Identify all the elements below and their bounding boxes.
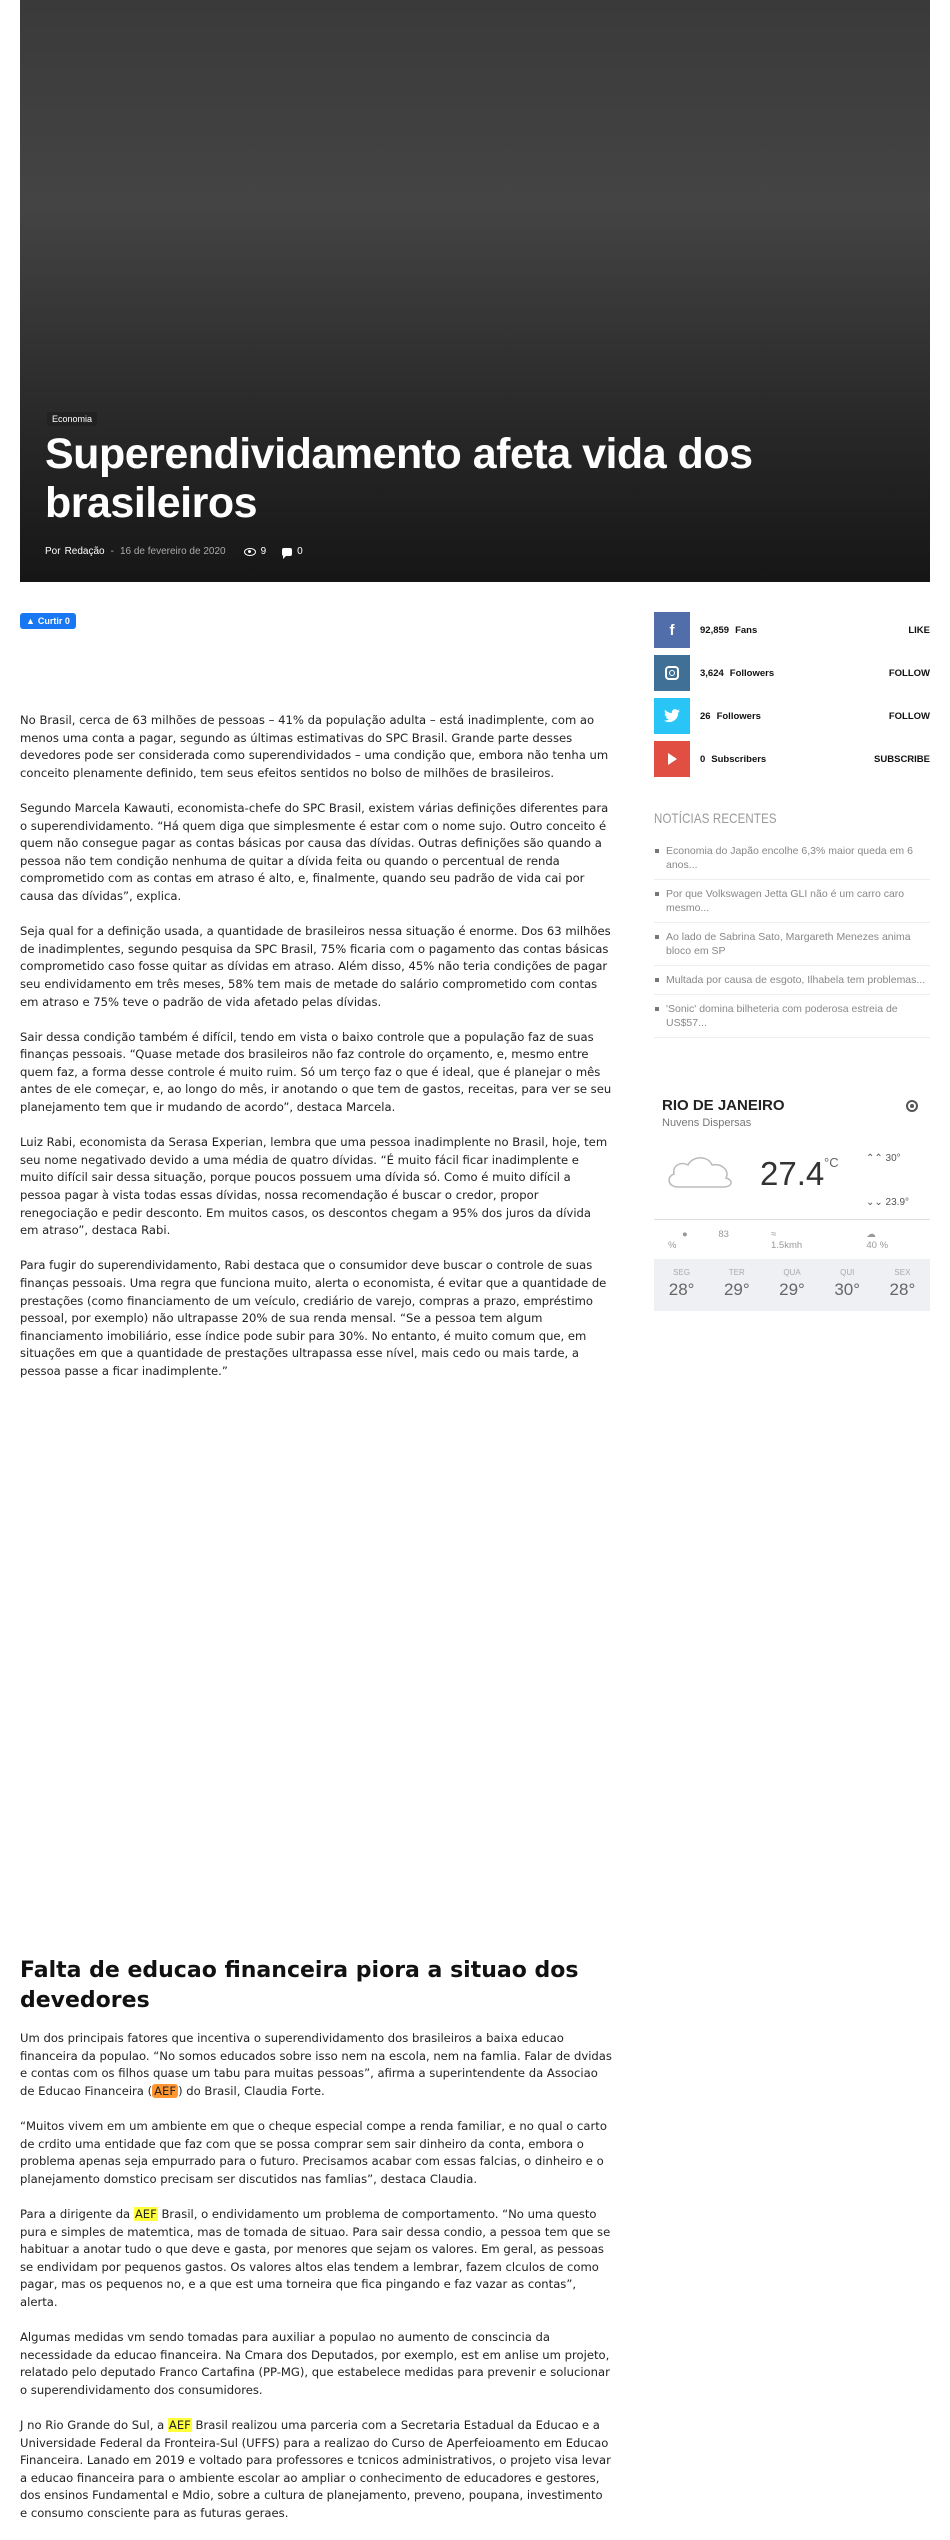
article-paragraph: [20, 2030, 612, 2100]
wind-stat: [757, 1229, 824, 1251]
article-body: [20, 712, 612, 1398]
social-row-instagram[interactable]: [654, 655, 930, 691]
category-badge[interactable]: Economia: [47, 412, 97, 426]
forecast-day: [764, 1259, 819, 1311]
low-value: 23.9°: [885, 1197, 910, 1208]
article-paragraph: [20, 2206, 612, 2312]
weather-city: RIO DE JANEIRO: [662, 1097, 785, 1114]
section-heading: Falta de educao financeira piora a situao dos devedores: [20, 1958, 579, 2013]
social-row-twitter[interactable]: [654, 698, 930, 734]
humidity-value: 83 %: [668, 1229, 729, 1251]
location-icon[interactable]: [906, 1100, 918, 1112]
twitter-icon: [654, 698, 690, 734]
low-temperature: ⌄⌄ 23.9°: [866, 1197, 910, 1208]
comment-icon: [282, 548, 292, 556]
day-name: QUA: [783, 1268, 801, 1277]
eye-icon: [244, 548, 256, 556]
social-label: Followers: [729, 667, 775, 679]
social-row-facebook[interactable]: [654, 612, 930, 648]
comments-count[interactable]: [282, 546, 303, 557]
article-paragraph: Luiz Rabi, economista da Serasa Experian, lembra que uma pessoa inadimplente no Brasil, hoje, tem seu nome negativado devido a uma média de quatro dívidas. “É muito fácil ficar inadimplente e muito difícil sair dessa situação, porque poucos possuem uma dívida só. Como é muito difícil a pessoa pagar à vista todas essas dívidas, nossa recomendação é buscar o credor, propor renegociação e pedir desconto. Em muitos casos, os descontos chegam a 95% dos juros da dívida em atraso”, destaca Rabi.: [20, 1135, 608, 1238]
article-paragraph: Sair dessa condição também é difícil, tendo em vista o baixo controle que a população faz de suas finanças pessoais. “Quase metade dos brasileiros não faz controle do orçamento, e, mesmo entre quem faz, a forma desse controle é muito ruim. Só um terço faz o que é ideal, que é planejar o mês antes de ele começar, e, ao longo do mês, ir anotando o que tem de gastos, receitas, para ver se seu planejamento tem que ir mudando de acordo”, destaca Marcela.: [20, 1029, 612, 1115]
views-value: 9: [260, 546, 267, 557]
page-title: Superendividamento afeta vida dos brasileiros: [45, 430, 753, 527]
text-span: Brasil, o endividamento um problema de comportamento. “No uma questo pura e simples de matemtica, mas de tomada de situao. Para sair dessa condio, a pessoa tem que se habituar a anotar tudo o que deve e gasta, por menores que sejam os valores. Em geral, as pessoas se endividam por pequenos gastos. Os valores altos elas tendem a lembrar, fazem clculos de como pagar, mas os pequenos no, e a que est uma torneira que fica pingando e faz vazar as contas”, alerta.: [20, 2206, 611, 2309]
news-link[interactable]: Ao lado de Sabrina Sato, Margareth Menezes anima bloco em SP: [654, 930, 930, 966]
hero-banner: [20, 0, 930, 582]
day-name: SEX: [894, 1268, 911, 1277]
highlight-mark: AEF: [134, 2206, 157, 2221]
day-temp: 28°: [889, 1280, 916, 1299]
widget-title: NOTÍCIAS RECENTES: [654, 810, 777, 826]
post-meta: [45, 546, 319, 557]
meta-separator: -: [110, 546, 114, 557]
like-action-button[interactable]: LIKE: [908, 624, 930, 636]
day-temp: 29°: [723, 1280, 750, 1299]
post-date: 16 de fevereiro de 2020: [119, 546, 226, 557]
social-count: 0: [700, 753, 706, 765]
youtube-icon: [654, 741, 690, 777]
text-span: J no Rio Grande do Sul, a: [20, 2418, 168, 2433]
day-name: QUI: [840, 1268, 855, 1277]
social-label: Subscribers: [711, 753, 767, 765]
high-temperature: ⌃⌃ 30°: [866, 1153, 901, 1164]
news-link[interactable]: 'Sonic' domina bilheteria com poderosa estreia de US$57...: [654, 1002, 930, 1038]
like-label: Curtir 0: [37, 616, 70, 626]
text-span: Para a dirigente da: [20, 2206, 134, 2221]
cloud-icon: [664, 1153, 736, 1189]
social-label: Fans: [735, 624, 758, 636]
social-count: 3,624: [700, 667, 724, 679]
author-link[interactable]: Redação: [64, 546, 105, 557]
facebook-icon: f: [654, 612, 690, 648]
text-span: Brasil realizou uma parceria com a Secretaria Estadual da Educao e a Universidade Federal da Fronteira-Sul (UFFS) para a realizao do Curso de Aperfeioamento em Educao Financeira. Lanado em 2019 e voltado para professores e tcnicos administrativos, o projeto visa levar a educao financeira para o ambiente escolar ao ampliar o conhecimento de educadores e gestores, dos ensinos Fundamental e Mdio, sobre a cultura de planejamento, preveno, poupana, investimento e consumo consciente para as futuras geraes.: [20, 2418, 611, 2521]
day-temp: 28°: [668, 1280, 695, 1299]
follow-action-button[interactable]: FOLLOW: [888, 667, 930, 679]
instagram-icon: [654, 655, 690, 691]
text-span: ) do Brasil, Claudia Forte.: [178, 2083, 325, 2098]
social-counters: [654, 612, 930, 784]
clouds-stat: [852, 1229, 916, 1251]
news-link[interactable]: Economia do Japão encolhe 6,3% maior queda em 6 anos...: [654, 844, 930, 880]
current-temperature: 27.4: [760, 1155, 825, 1192]
cloud-small-icon: ☁: [866, 1229, 876, 1240]
humidity-stat: [668, 1229, 729, 1251]
highlight-mark: AEF: [154, 2083, 177, 2098]
by-label: Por: [45, 546, 61, 557]
news-link[interactable]: Multada por causa de esgoto, Ilhabela tem problemas...: [654, 973, 930, 995]
thumbs-up-icon: ▲: [26, 616, 35, 626]
wind-icon: ≈: [771, 1229, 777, 1240]
facebook-like-button[interactable]: [20, 613, 76, 629]
forecast-day: [820, 1259, 875, 1311]
subscribe-action-button[interactable]: SUBSCRIBE: [874, 753, 930, 765]
text-span: Um dos principais fatores que incentiva o superendividamento dos brasileiros a baixa educao financeira da populao. “No somos educados sobre isso nem na escola, nem na famlia. Falar de dvidas e contas com os filhos quase um tabu para muitas pessoas”, afirma a superintendente da Associao de Educao Financeira (: [20, 2031, 612, 2098]
forecast-day: [875, 1259, 930, 1311]
social-row-youtube[interactable]: [654, 741, 930, 777]
follow-action-button[interactable]: FOLLOW: [888, 710, 930, 722]
article-paragraph: Segundo Marcela Kawauti, economista-chefe do SPC Brasil, existem várias definições diferentes para o superendividamento. “Há quem diga que simplesmente é estar com o nome sujo. Outro conceito é quem não consegue pagar as contas básicas por causa das dívidas. Outras definições são quando a pessoa não tem condição nenhuma de quitar a dívida feita ou quando o percentual de renda comprometido com as contas em atraso é alto, e, finalmente, quando seu padrão de vida cai por causa das dívidas”, explica.: [20, 800, 609, 903]
clouds-value: 40 %: [866, 1240, 889, 1251]
article-paragraph: “Muitos vivem em um ambiente em que o cheque especial compe a renda familiar, e no qual o carto de crdito uma entidade que faz com que se possa comprar sem sair dinheiro da conta, embora o problema apenas seja empurrado para o futuro. Precisamos acabar com essas falcias, o dinheiro e o planejamento domstico precisam ser discutidos nas famlias”, destaca Claudia.: [20, 2118, 607, 2186]
day-temp: 29°: [779, 1280, 805, 1299]
article-body-continued: [20, 1956, 612, 2540]
weather-current: [654, 1129, 930, 1219]
article-paragraph: [20, 2417, 612, 2523]
views-count: [244, 546, 267, 557]
recent-news-widget: [654, 810, 930, 1045]
article-paragraph: Algumas medidas vm sendo tomadas para auxiliar a populao no aumento de conscincia da necessidade da educao financeira. Na Cmara dos Deputados, por exemplo, est em anlise um projeto, relatado pelo deputado Franco Cartafina (PP-MG), que estabelece medidas para prevenir e solucionar o superendividamento dos consumidores.: [20, 2330, 610, 2397]
weather-stats: [654, 1220, 930, 1259]
wind-value: 1.5kmh: [771, 1240, 803, 1251]
forecast-day: [654, 1259, 709, 1311]
social-count: 26: [700, 710, 711, 722]
highlight-mark: AEF: [168, 2418, 191, 2433]
news-link[interactable]: Por que Volkswagen Jetta GLI não é um carro caro mesmo...: [654, 887, 930, 923]
drop-icon: ●: [682, 1229, 688, 1240]
comments-value: 0: [297, 546, 303, 557]
weather-widget: [654, 1097, 930, 1311]
temperature-unit: °C: [824, 1155, 839, 1170]
day-name: TER: [728, 1268, 745, 1277]
day-name: SEG: [673, 1268, 691, 1277]
article-paragraph: Seja qual for a definição usada, a quantidade de brasileiros nessa situação é enorme. Dos 63 milhões de inadimplentes, segundo pesquisa da SPC Brasil, 75% ficaria com o pagamento das contas básicas comprometido caso fosse quitar as dívidas em atraso. Além disso, 45% não teria condições de pagar seu endividamento em três meses, 58% tem mais de metade do salário comprometido com contas em atraso e 75% teve o padrão de vida afetado pelas dívidas.: [20, 924, 611, 1009]
social-count: 92,859: [700, 624, 730, 636]
weather-description: Nuvens Dispersas: [662, 1117, 752, 1129]
forecast-day: [709, 1259, 764, 1311]
article-paragraph: Para fugir do superendividamento, Rabi destaca que o consumidor deve buscar o controle de suas finanças pessoais. Uma regra que funciona muito, alerta o economista, é evitar que a quantidade de prestações (como financiamento de um veículo, crediário de varejo, compras a prazo, empréstimo pessoal, por exemplo) não ultrapasse 20% de sua renda mensal. “Se a pessoa tem algum financiamento imobiliário, esse índice pode subir para 30%. No entanto, é muito comum que, em situações em que a quantidade de prestações ultrapassa esse nível, mais cedo ou mais tarde, a pessoa passe a ficar inadimplente.”: [20, 1258, 607, 1378]
day-temp: 30°: [834, 1280, 861, 1299]
high-value: 30°: [885, 1153, 901, 1164]
article-paragraph: No Brasil, cerca de 63 milhões de pessoas – 41% da população adulta – está inadimplente, com ao menos uma conta a pagar, segundo as últimas estimativas do SPC Brasil. Grande parte desses devedores pode ser considerada como superendividados – uma condição que, embora não tenha um conceito plenamente definido, tem seus efeitos sentidos no bolso de milhões de brasileiros.: [20, 713, 609, 780]
forecast-days: [654, 1259, 930, 1311]
social-label: Followers: [716, 710, 761, 722]
